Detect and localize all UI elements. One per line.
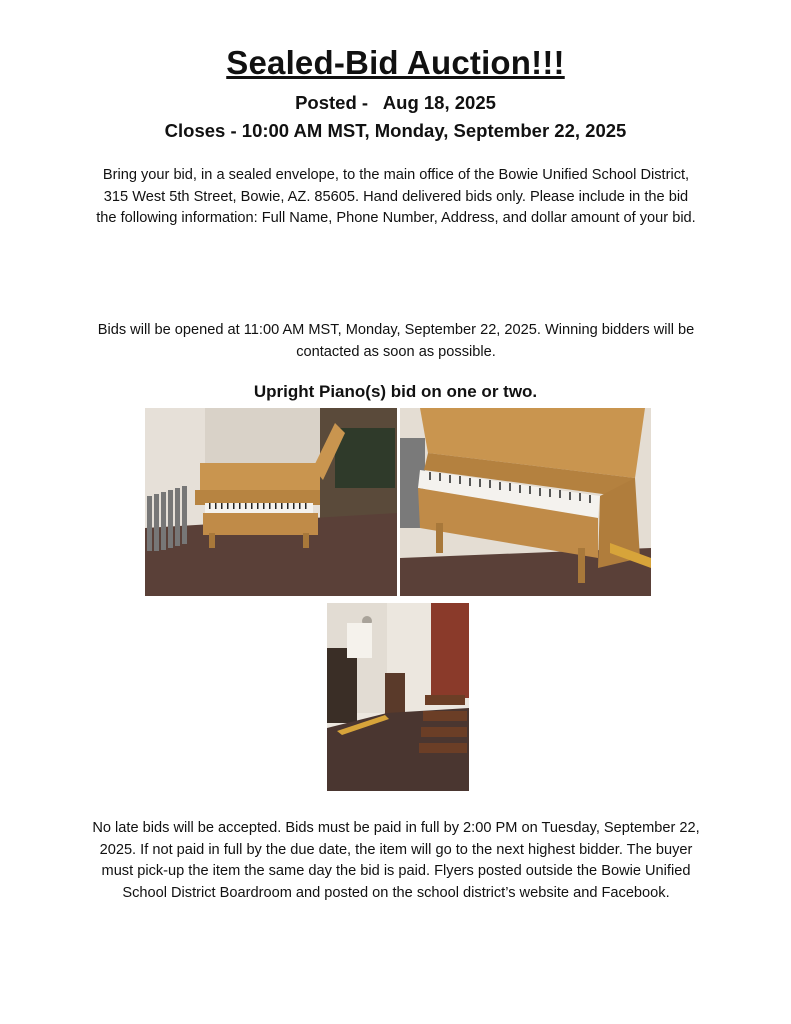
- piano-photo-2: [400, 408, 651, 596]
- bid-opening-notice: Bids will be opened at 11:00 AM MST, Monday, September 22, 2025. Winning bidders will be contacted as soon as possible.: [97, 322, 695, 360]
- bid-instructions: Bring your bid, in a sealed envelope, to the main office of the Bowie Unified School District, 315 West 5th Street, Bowie, AZ. 85605. Hand delivered bids only. Please include in the bid the following information: Full Name, Phone Number, Address, and dollar amount of your bid.: [96, 167, 696, 226]
- closing-date: Closes - 10:00 AM MST, Monday, September 22, 2025: [164, 120, 627, 141]
- piano-photo-3: [327, 603, 469, 791]
- page-title: Sealed-Bid Auction!!!: [226, 44, 565, 81]
- payment-terms: No late bids will be accepted. Bids must be paid in full by 2:00 PM on Tuesday, September 22, 2025. If not paid in full by the due date, the item will go to the next highest bidder. The buyer must pick-up the item the same day the bid is paid. Flyers posted outside the Bowie Unified School District Boardroom and posted on the school district’s website and Facebook.: [92, 820, 700, 901]
- posted-date: Posted - Aug 18, 2025: [295, 92, 496, 113]
- item-heading: Upright Piano(s) bid on one or two.: [253, 382, 538, 401]
- piano-photo-1: [145, 408, 397, 596]
